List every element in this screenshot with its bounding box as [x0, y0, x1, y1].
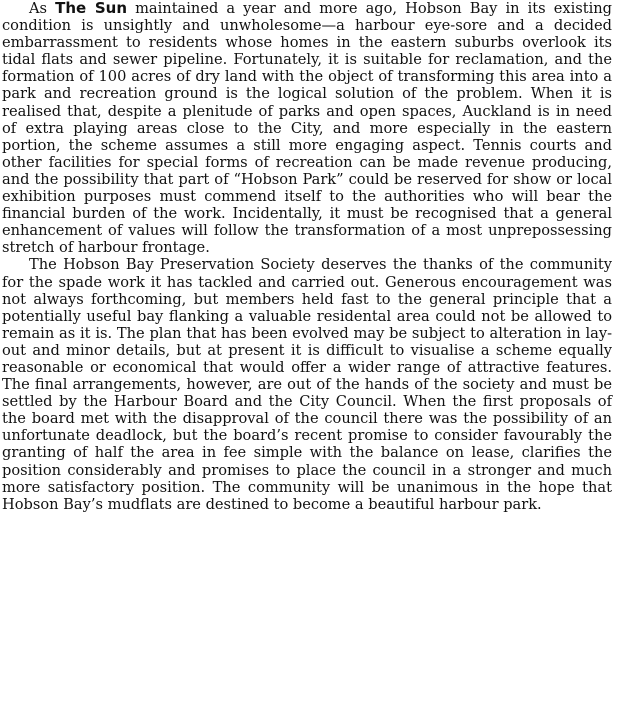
- paragraph-2: [2, 256, 612, 512]
- paragraph-2-text: The Hobson Bay Preservation Society deserves the thanks of the community for the spade work it has tackled and carried out. Generous encouragement was not always forthcoming, but members held fast to the general principle that a potentially useful bay flanking a valuable residental area could not be allowed to remain as it is. The plan that has been evolved may be subject to alteration in lay-out and minor details, but at present it is difficult to visualise a scheme equally reasonable or economical that would offer a wider range of attractive features. The final arrangements, however, are out of the hands of the society and must be settled by the Harbour Board and the City Council. When the first proposals of the board met with the disapproval of the council there was the possibility of an unfortunate deadlock, but the board’s recent promise to consider favourably the granting of half the area in fee simple with the balance on lease, clarifies the position considerably and promises to place the council in a stronger and much more satisfactory position. The community will be unanimous in the hope that Hobson Bay’s mudflats are destined to become a beautiful harbour park.: [2, 256, 612, 513]
- paragraph-1: [2, 0, 612, 256]
- masthead-name: The Sun: [55, 0, 128, 17]
- paragraph-1-lead: As: [29, 0, 56, 17]
- paragraph-1-text: maintained a year and more ago, Hobson Bay in its existing condition is unsightly and unwholesome—a harbour eye-sore and a decided embarrassment to residents whose homes in the eastern suburbs overlook its tidal flats and sewer pipeline. Fortunately, it is suitable for reclamation, and the formation of 100 acres of dry land with the object of transforming this area into a park and recreation ground is the logical solution of the problem. When it is realised that, despite a plenitude of parks and open spaces, Auckland is in need of extra playing areas close to the City, and more especially in the eastern portion, the scheme assumes a still more engaging aspect. Tennis courts and other facilities for special forms of recreation can be made revenue producing, and the possibility that part of “Hobson Park” could be reserved for show or local exhibition purposes must commend itself to the authorities who will bear the financial burden of the work. Incidentally, it must be recognised that a general enhancement of values will follow the transformation of a most unprepossessing stretch of harbour frontage.: [2, 0, 613, 257]
- editorial-column: [2, 0, 612, 513]
